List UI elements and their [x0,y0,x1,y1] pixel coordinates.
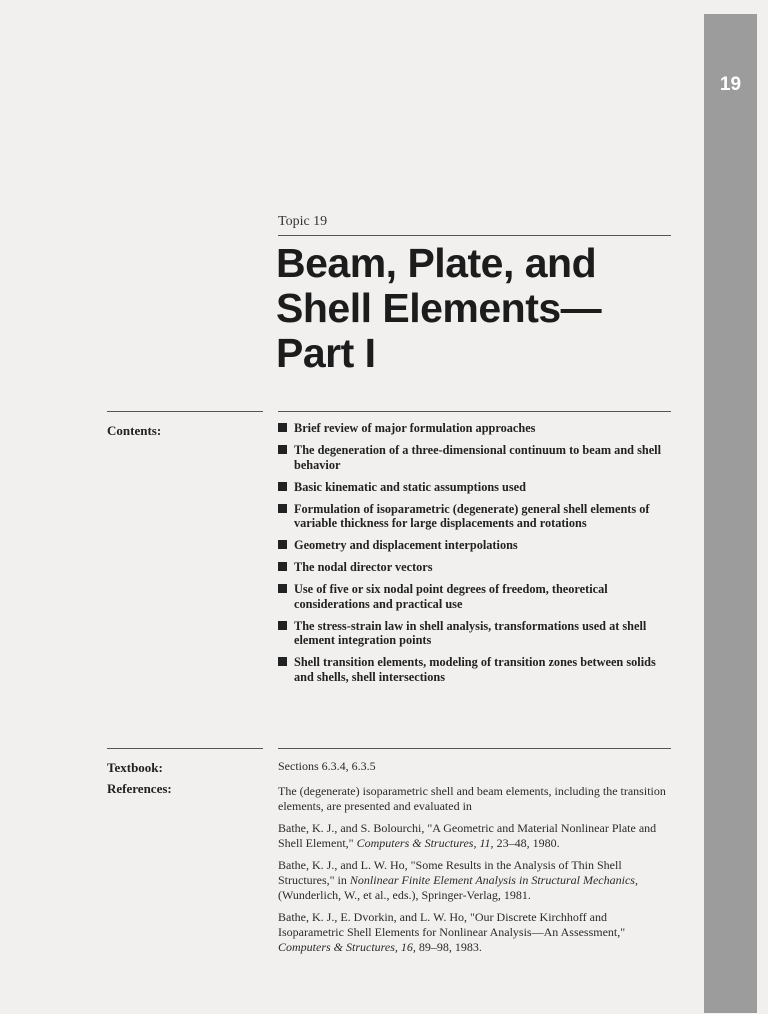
list-item-text: Basic kinematic and static assumptions used [294,479,526,494]
list-item [278,480,678,495]
list-item [278,655,678,684]
square-bullet-icon [278,621,287,630]
square-bullet-icon [278,504,287,513]
contents-rule [278,411,671,412]
references-label: References: [107,781,172,796]
topic-label: Topic 19 [278,214,328,229]
textbook-rule [278,748,671,749]
reference-pages: 23–48, 1980. [496,836,560,850]
list-item-text: The degeneration of a three-dimensional continuum to beam and shell behavior [294,443,661,472]
square-bullet-icon [278,562,287,571]
list-item [278,502,678,531]
contents-list [278,421,678,692]
reference-item [278,910,674,955]
reference-publisher: (Wunderlich, W., et al., eds.), Springer-Verlag, 1981. [278,888,531,902]
title-line: Part I [276,330,376,376]
list-item [278,560,678,575]
reference-authors-title: Bathe, K. J., and S. Bolourchi, "A Geometric and Material Nonlinear Plate and Shell Element," [278,821,657,850]
list-item-text: The nodal director vectors [294,560,433,574]
list-item-text: The stress-strain law in shell analysis, transformations used at shell element integration points [294,618,647,647]
list-item [278,538,678,553]
chapter-tab-number: 19 [719,74,742,95]
reference-journal: Computers & Structures, 11, [356,836,494,850]
page-bottom-edge [0,1014,768,1024]
square-bullet-icon [278,540,287,549]
reference-book: Nonlinear Finite Element Analysis in Structural Mechanics, [349,873,638,887]
square-bullet-icon [278,657,287,666]
references-body [278,759,674,962]
title-line: Beam, Plate, and [276,240,597,286]
contents-label-rule [107,411,263,412]
list-item-text: Shell transition elements, modeling of transition zones between solids and shells, shell intersections [294,655,656,684]
contents-label: Contents: [107,423,162,438]
square-bullet-icon [278,584,287,593]
list-item [278,582,678,611]
reference-authors-title: Bathe, K. J., and L. W. Ho, "Some Results in the Analysis of Thin Shell Structures," in [278,858,622,887]
list-item-text: Brief review of major formulation approaches [294,421,536,435]
reference-journal: Computers & Structures, 16, [278,940,416,954]
list-item [278,421,678,436]
list-item-text: Formulation of isoparametric (degenerate) general shell elements of variable thickness for large displacements and rotations [294,501,650,530]
list-item-text: Geometry and displacement interpolations [294,538,518,552]
textbook-label-rule [107,748,263,749]
textbook-label: Textbook: [107,760,163,775]
list-item [278,443,678,472]
list-item [278,619,678,648]
square-bullet-icon [278,482,287,491]
reference-pages: 89–98, 1983. [418,940,482,954]
page-title [276,241,701,376]
list-item-text: Use of five or six nodal point degrees of freedom, theoretical considerations and practical use [294,582,608,611]
reference-authors-title: Bathe, K. J., E. Dvorkin, and L. W. Ho, "Our Discrete Kirchhoff and Isoparametric Shell Elements for Nonlinear Analysis—An Assessment," [278,910,626,939]
textbook-sections: Sections 6.3.4, 6.3.5 [278,759,376,773]
references-intro: The (degenerate) isoparametric shell and beam elements, including the transition elements, are presented and evaluated in [278,784,666,813]
chapter-tab [704,14,757,1013]
title-line: Shell Elements— [276,285,602,331]
reference-item [278,858,674,903]
reference-item [278,821,674,851]
square-bullet-icon [278,423,287,432]
title-rule [278,235,671,236]
square-bullet-icon [278,445,287,454]
